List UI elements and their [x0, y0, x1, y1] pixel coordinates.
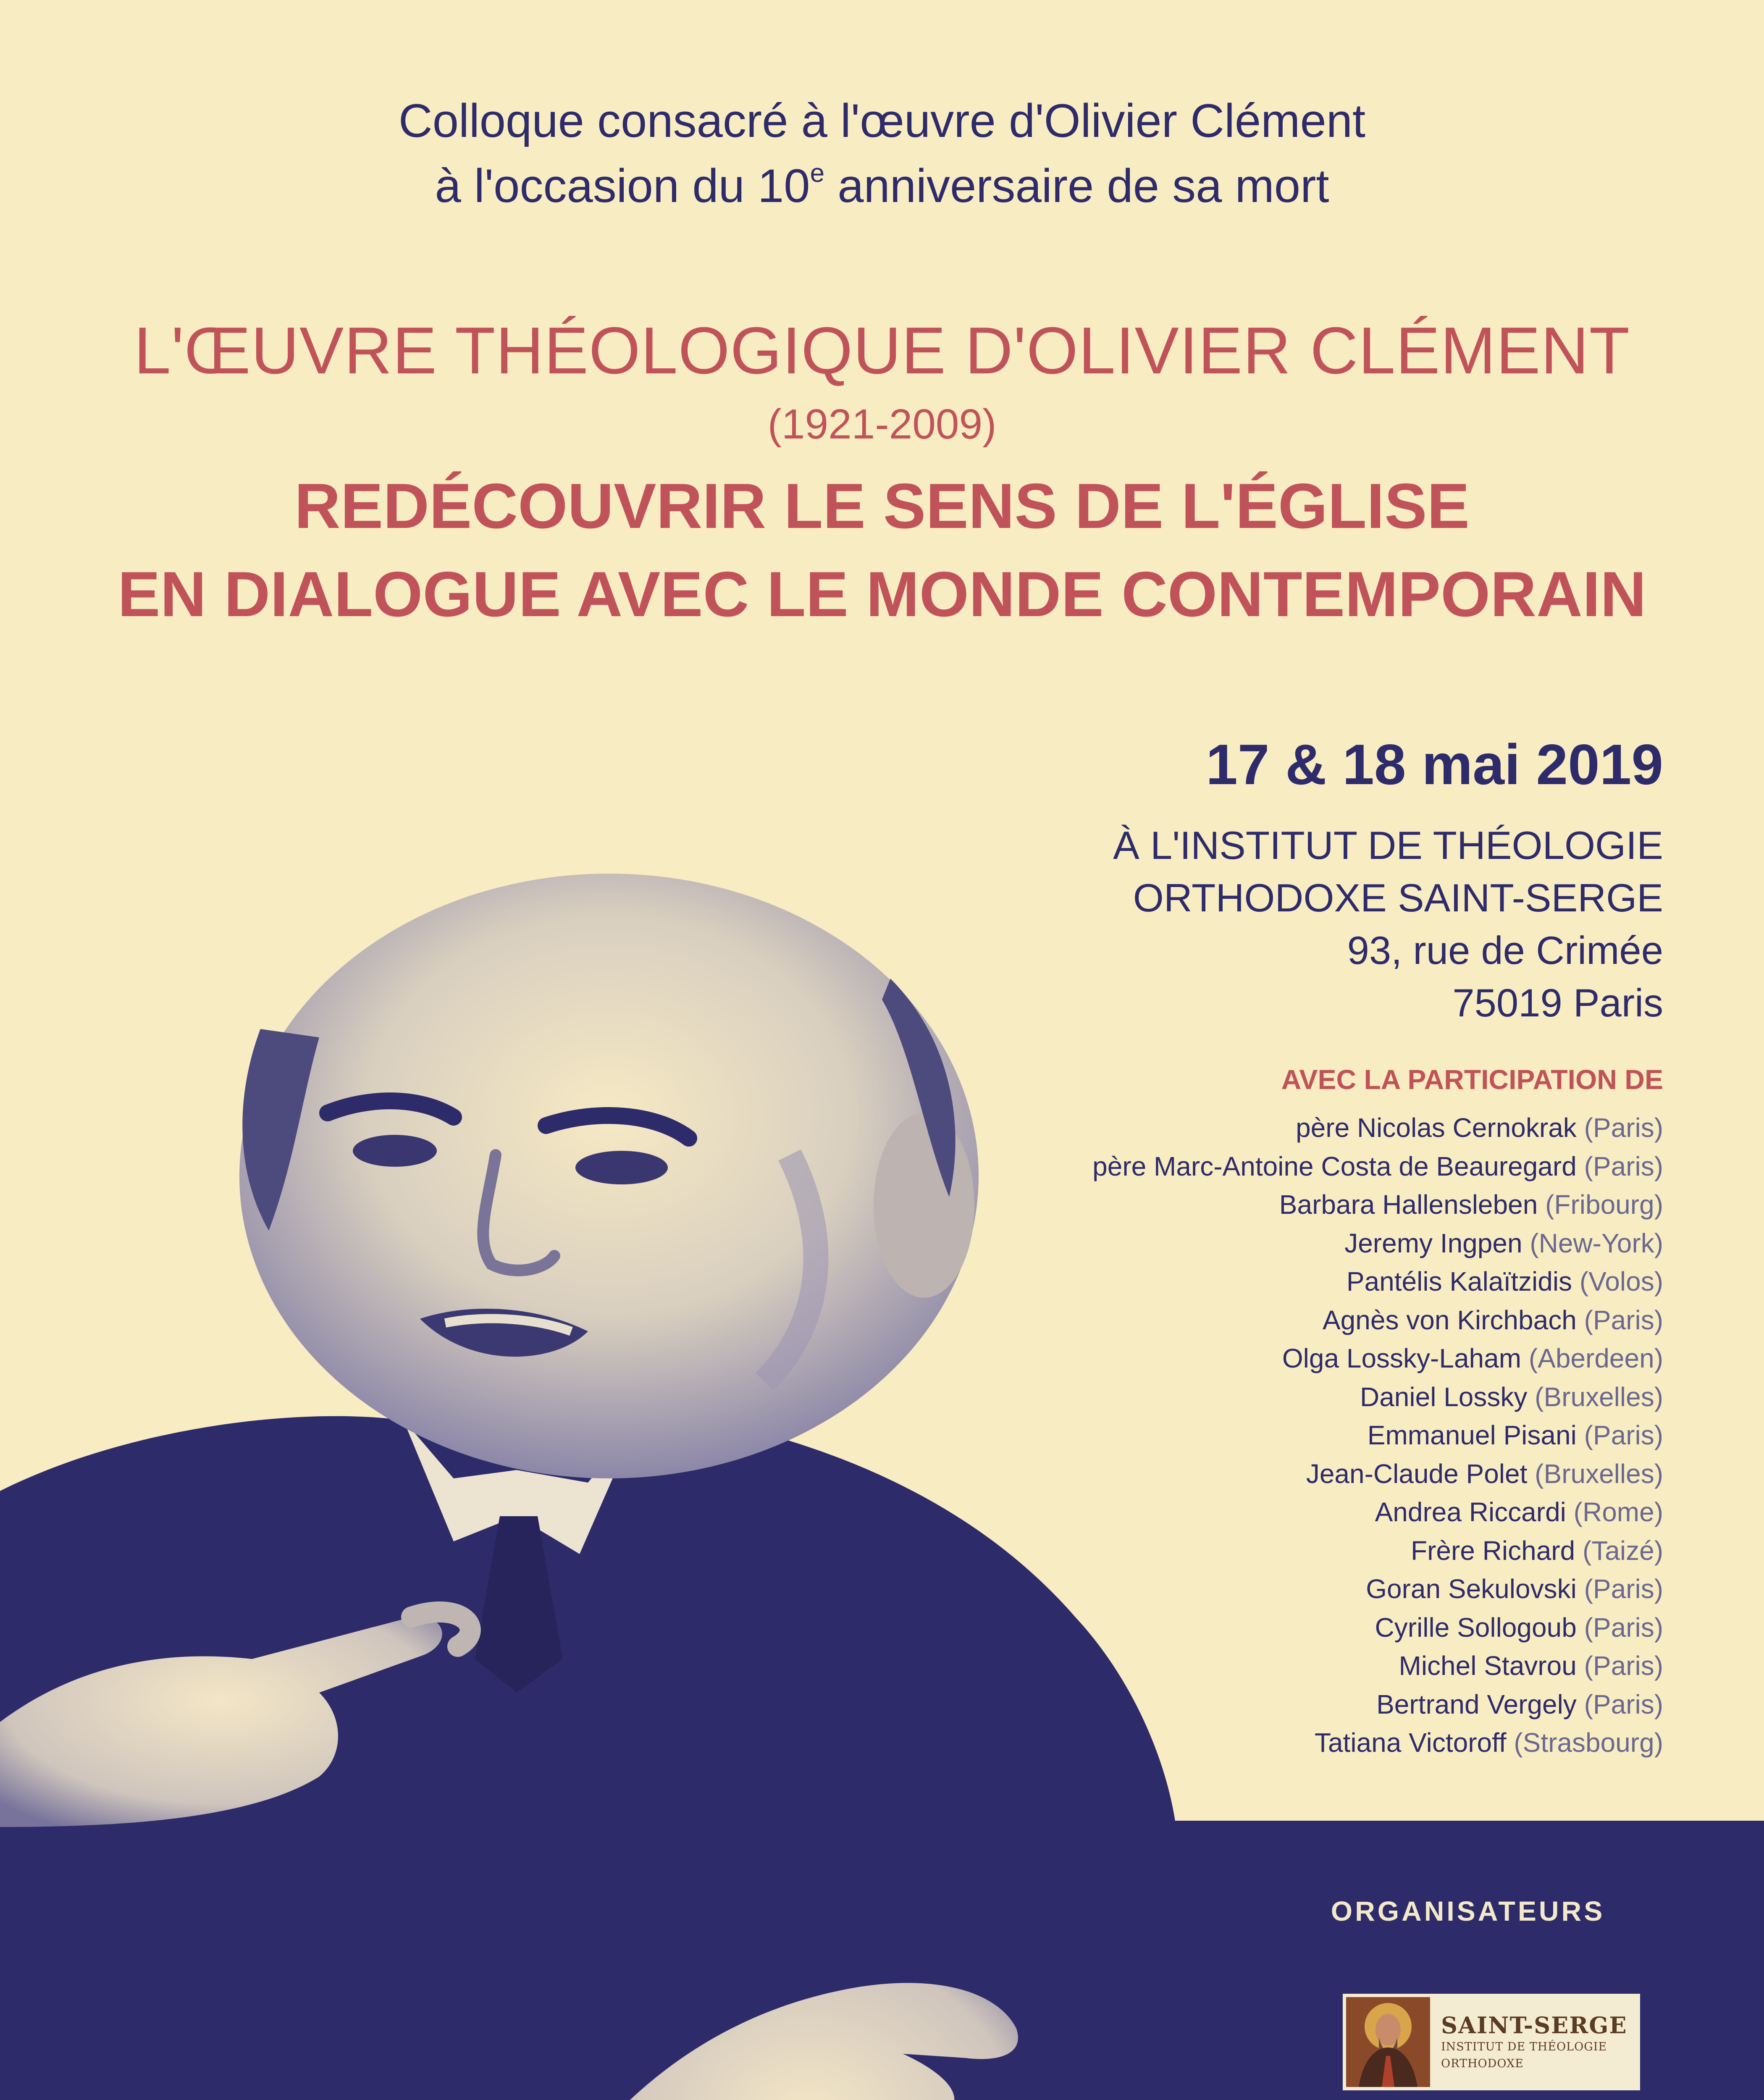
- participant-city: (Taizé): [1582, 1535, 1663, 1566]
- participant-row: [1092, 1685, 1663, 1724]
- saint-serge-name: SAINT-SERGE: [1441, 2012, 1628, 2039]
- participant-name: Cyrille Sollogoub: [1375, 1612, 1577, 1643]
- participant-row: [1092, 1186, 1663, 1224]
- main-title: L'ŒUVRE THÉOLOGIQUE D'OLIVIER CLÉMENT: [134, 314, 1630, 388]
- intro-line-1: Colloque consacré à l'œuvre d'Olivier Clément: [398, 94, 1366, 147]
- participant-city: (Fribourg): [1545, 1189, 1663, 1220]
- subtitle-line-2: EN DIALOGUE AVEC LE MONDE CONTEMPORAIN: [118, 559, 1646, 630]
- title-years: (1921-2009): [767, 401, 997, 448]
- event-date: 17 & 18 mai 2019: [1206, 732, 1663, 796]
- participant-row: [1092, 1301, 1663, 1340]
- participant-row: [1092, 1416, 1663, 1455]
- participant-row: [1092, 1224, 1663, 1263]
- participant-city: (Paris): [1584, 1689, 1663, 1719]
- participant-city: (Paris): [1584, 1151, 1663, 1181]
- intro-line-2-sup: e: [810, 159, 825, 188]
- participant-name: Barbara Hallensleben: [1279, 1189, 1538, 1220]
- participant-row: [1092, 1263, 1663, 1301]
- participant-city: (Paris): [1584, 1651, 1663, 1681]
- saint-serge-subtitle: INSTITUT DE THÉOLOGIE ORTHODOXE: [1441, 2040, 1607, 2070]
- participant-row: [1092, 1109, 1663, 1147]
- participant-city: (Paris): [1584, 1113, 1663, 1143]
- participant-row: [1092, 1570, 1663, 1609]
- event-venue: [1113, 819, 1663, 1029]
- participant-row: [1092, 1339, 1663, 1378]
- participant-row: [1092, 1532, 1663, 1570]
- participant-name: Michel Stavrou: [1399, 1651, 1577, 1681]
- participant-city: (Paris): [1584, 1612, 1663, 1643]
- intro-line-2-pre: à l'occasion du 10: [435, 160, 810, 212]
- participant-city: (Aberdeen): [1528, 1343, 1663, 1373]
- participant-name: père Nicolas Cernokrak: [1296, 1113, 1577, 1143]
- participant-city: (Bruxelles): [1535, 1458, 1663, 1489]
- participants-list: [1092, 1109, 1663, 1762]
- participant-name: Pantélis Kalaïtzidis: [1346, 1266, 1572, 1297]
- intro-line-2: [0, 153, 1764, 218]
- participant-name: Bertrand Vergely: [1376, 1689, 1577, 1719]
- participant-name: Daniel Lossky: [1360, 1381, 1528, 1412]
- portrait-photo: [0, 861, 1243, 2100]
- subtitle-line-1: REDÉCOUVRIR LE SENS DE L'ÉGLISE: [294, 470, 1470, 542]
- intro-text: [0, 88, 1764, 218]
- intro-line-2-post: anniversaire de sa mort: [824, 160, 1329, 212]
- participant-name: Tatiana Victoroff: [1314, 1727, 1507, 1758]
- participant-city: (Paris): [1584, 1574, 1663, 1604]
- address-line-1: 93, rue de Crimée: [1347, 928, 1663, 972]
- participant-name: Jean-Claude Polet: [1306, 1458, 1528, 1489]
- participant-name: Olga Lossky-Laham: [1282, 1343, 1522, 1373]
- participant-city: (Bruxelles): [1535, 1381, 1663, 1412]
- saint-serge-logo: [1343, 1994, 1640, 2090]
- participant-city: (Volos): [1579, 1266, 1663, 1297]
- participants-heading: AVEC LA PARTICIPATION DE: [1281, 1064, 1663, 1095]
- participant-row: [1092, 1647, 1663, 1685]
- subtitle: [0, 462, 1764, 638]
- saint-serge-icon: [1346, 1997, 1430, 2087]
- participant-row: [1092, 1455, 1663, 1494]
- participant-name: Goran Sekulovski: [1366, 1574, 1577, 1604]
- participant-row: [1092, 1609, 1663, 1647]
- participant-city: (New-York): [1530, 1228, 1663, 1258]
- participant-name: Emmanuel Pisani: [1367, 1420, 1577, 1450]
- venue-line-1: À L'INSTITUT DE THÉOLOGIE: [1113, 823, 1663, 867]
- participant-city: (Rome): [1573, 1497, 1663, 1527]
- address-line-2: 75019 Paris: [1452, 981, 1663, 1025]
- participant-row: [1092, 1493, 1663, 1532]
- organizers-heading: ORGANISATEURS: [1331, 1895, 1605, 1927]
- participant-row: [1092, 1724, 1663, 1762]
- participant-city: (Paris): [1584, 1420, 1663, 1450]
- participant-row: [1092, 1147, 1663, 1186]
- participant-row: [1092, 1378, 1663, 1417]
- venue-line-2: ORTHODOXE SAINT-SERGE: [1133, 876, 1663, 920]
- participant-city: (Paris): [1584, 1305, 1663, 1335]
- participant-name: Frère Richard: [1410, 1535, 1575, 1566]
- participant-name: Agnès von Kirchbach: [1322, 1305, 1577, 1335]
- participant-name: Jeremy Ingpen: [1344, 1228, 1522, 1258]
- participant-name: Andrea Riccardi: [1375, 1497, 1566, 1527]
- participant-city: (Strasbourg): [1514, 1727, 1663, 1758]
- participant-name: père Marc-Antoine Costa de Beauregard: [1092, 1151, 1577, 1181]
